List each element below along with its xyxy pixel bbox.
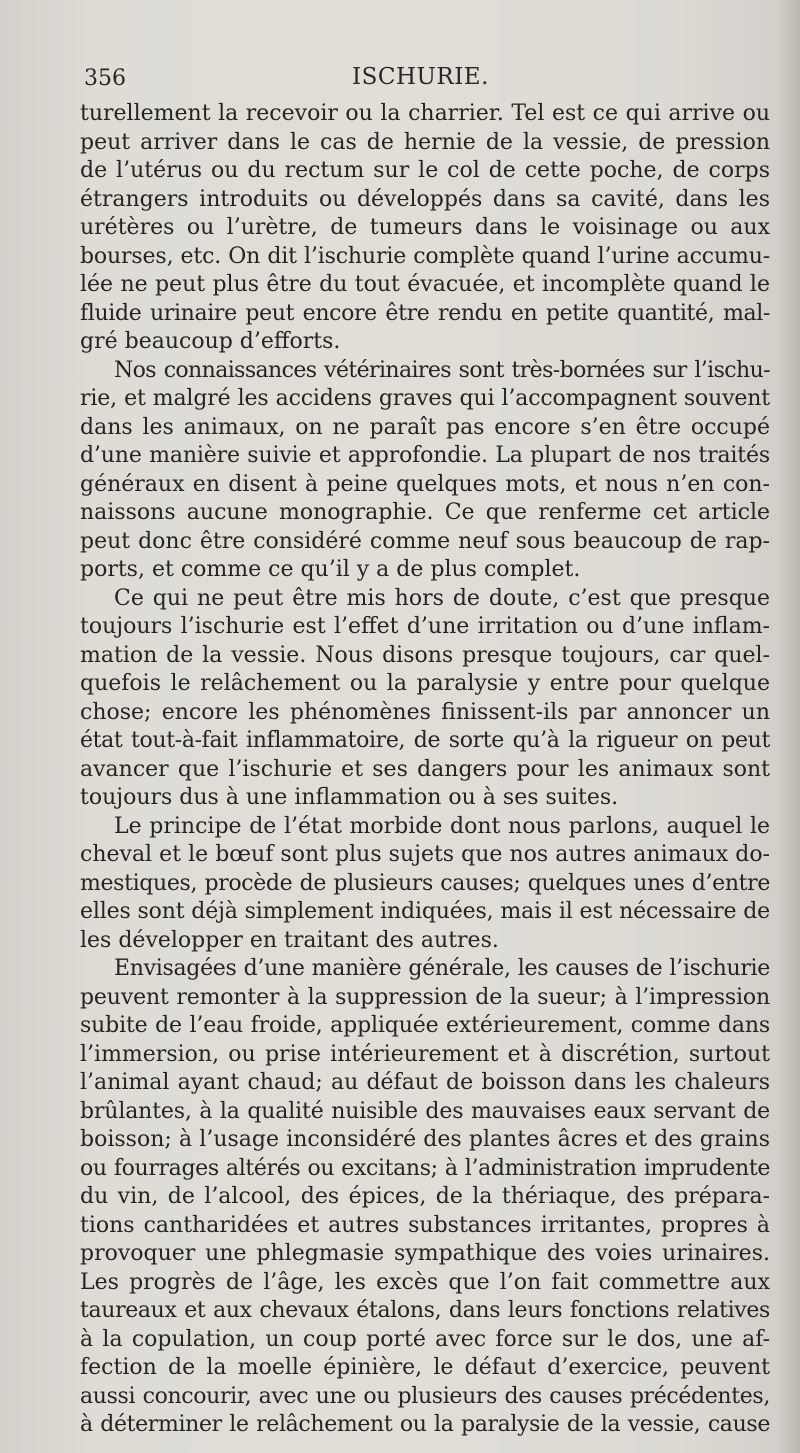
text-line: aussi concourir, avec une ou plusieurs des causes précédentes, <box>80 1383 770 1409</box>
text-line: toujours l’ischurie est l’effet d’une irritation ou d’une inflam- <box>80 614 770 639</box>
text-line: naissons aucune monographie. Ce que renferme cet article <box>80 500 770 525</box>
text-line: généraux en disent à peine quelques mots, et nous n’en con- <box>80 471 770 497</box>
text-line: fection de la moelle épinière, le défaut d’exercice, peuvent <box>80 1355 770 1380</box>
text-line: chose; encore les phénomènes finissent-ils par annoncer un <box>80 699 770 725</box>
text-line: dans les animaux, on ne paraît pas encore s’en être occupé <box>80 414 770 440</box>
page-number: 356 <box>84 66 126 91</box>
text-line: cheval et le bœuf sont plus sujets que nos autres animaux do- <box>80 842 770 867</box>
text-line: subite de l’eau froide, appliquée extérieurement, comme dans <box>80 1013 770 1038</box>
text-line: l’animal ayant chaud; au défaut de boisson dans les chaleurs <box>80 1070 770 1095</box>
text-line: lée ne peut plus être du tout évacuée, et incomplète quand le <box>80 272 770 297</box>
text-line: état tout-à-fait inflammatoire, de sorte qu’à la rigueur on peut <box>80 728 770 753</box>
text-line: à la copulation, un coup porté avec force sur le dos, une af- <box>80 1326 770 1352</box>
text-line: d’une manière suivie et approfondie. La plupart de nos traités <box>80 443 770 468</box>
text-line: étrangers introduits ou développés dans sa cavité, dans les <box>80 186 770 212</box>
text-line: Les progrès de l’âge, les excès que l’on fait commettre aux <box>80 1269 770 1295</box>
text-line: Nos connaissances vétérinaires sont très-bornées sur l’ischu- <box>114 357 770 383</box>
text-line: Le principe de l’état morbide dont nous parlons, auquel le <box>114 813 770 839</box>
text-line: boisson; à l’usage inconsidéré des plantes âcres et des grains <box>80 1127 770 1152</box>
text-line: de l’utérus ou du rectum sur le col de cette poche, de corps <box>80 158 770 183</box>
text-line: gré beaucoup d’efforts. <box>80 329 341 354</box>
text-line: mation de la vessie. Nous disons presque toujours, car quel- <box>80 642 770 668</box>
text-line: brûlantes, à la qualité nuisible des mauvaises eaux servant de <box>80 1098 770 1124</box>
text-line: peut arriver dans le cas de hernie de la vessie, de pression <box>80 129 770 155</box>
text-line: rie, et malgré les accidens graves qui l’accompagnent souvent <box>80 386 770 411</box>
text-line: tions cantharidées et autres substances irritantes, propres à <box>80 1212 770 1238</box>
text-line: provoquer une phlegmasie sympathique des voies urinaires. <box>80 1241 770 1266</box>
text-line: les développer en traitant des autres. <box>80 927 499 953</box>
running-head: ISCHURIE. <box>352 64 489 90</box>
text-line: fluide urinaire peut encore être rendu en petite quantité, mal- <box>80 300 770 326</box>
text-line: ou fourrages altérés ou excitans; à l’administration imprudente <box>80 1155 770 1181</box>
text-line: ports, et comme ce qu’il y a de plus complet. <box>80 557 581 582</box>
text-line: mestiques, procède de plusieurs causes; quelques unes d’entre <box>80 870 770 896</box>
text-line: elles sont déjà simplement indiquées, mais il est nécessaire de <box>80 899 771 924</box>
text-line: l’immersion, ou prise intérieurement et à discrétion, surtout <box>80 1041 770 1067</box>
text-line: avancer que l’ischurie et ses dangers pour les animaux sont <box>80 756 770 782</box>
text-line: quefois le relâchement ou la paralysie y entre pour quelque <box>80 671 770 696</box>
body-text <box>80 100 770 1440</box>
text-line: à déterminer le relâchement ou la paralysie de la vessie, cause <box>80 1412 770 1437</box>
text-line: du vin, de l’alcool, des épices, de la thériaque, des prépara- <box>80 1184 770 1209</box>
text-line: turellement la recevoir ou la charrier. Tel est ce qui arrive ou <box>80 101 770 126</box>
text-line: taureaux et aux chevaux étalons, dans leurs fonctions relatives <box>80 1298 770 1323</box>
page-edge-shadow <box>778 0 800 1453</box>
text-line: Ce qui ne peut être mis hors de doute, c’est que presque <box>114 585 770 611</box>
text-line: bourses, etc. On dit l’ischurie complète quand l’urine accumu- <box>80 243 770 269</box>
text-line: peut donc être considéré comme neuf sous beaucoup de rap- <box>80 528 770 554</box>
text-line: urétères ou l’urètre, de tumeurs dans le voisinage ou aux <box>80 215 770 240</box>
text-line: Envisagées d’une manière générale, les causes de l’ischurie <box>114 956 770 981</box>
text-line: toujours dus à une inflammation ou à ses suites. <box>80 785 619 810</box>
text-line: peuvent remonter à la suppression de la sueur; à l’impression <box>80 984 770 1010</box>
